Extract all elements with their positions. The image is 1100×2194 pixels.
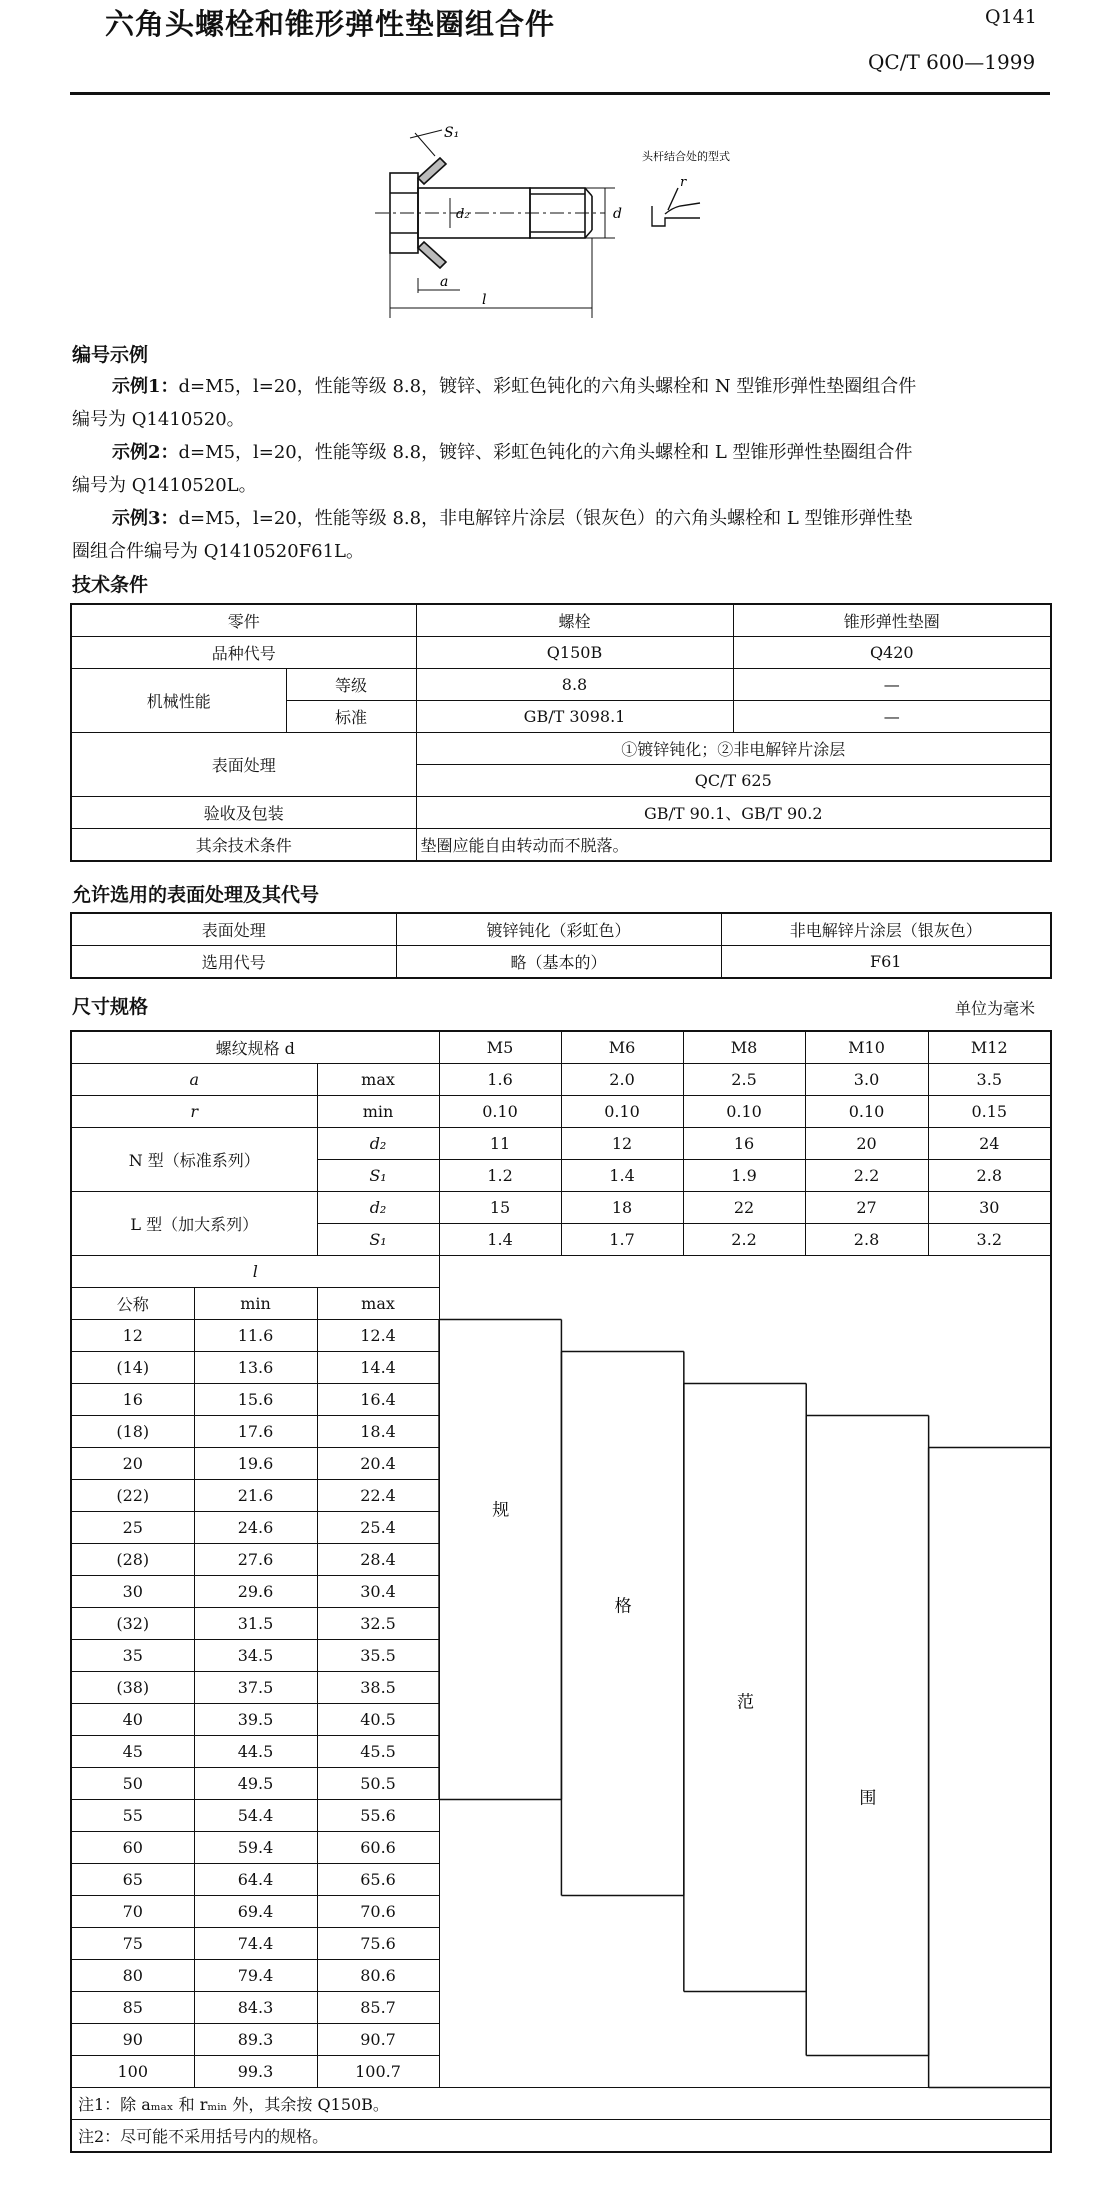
tech-table	[70, 603, 1052, 862]
surface-r0: 选用代号	[71, 946, 396, 979]
a-sub: max	[317, 1064, 439, 1096]
length-nominal: 45	[71, 1736, 194, 1768]
length-row	[71, 1608, 1051, 1640]
l-s1-value: 2.2	[683, 1224, 805, 1256]
l-s1-value: 1.4	[439, 1224, 561, 1256]
length-min: 19.6	[194, 1448, 317, 1480]
length-nominal: 65	[71, 1864, 194, 1896]
length-max: 25.4	[317, 1512, 439, 1544]
size-m5: M5	[439, 1031, 561, 1064]
length-max: 16.4	[317, 1384, 439, 1416]
size-m6: M6	[561, 1031, 683, 1064]
length-min: 84.3	[194, 1992, 317, 2024]
surface-r1: 略（基本的）	[396, 946, 721, 979]
length-max: 22.4	[317, 1480, 439, 1512]
length-max: 30.4	[317, 1576, 439, 1608]
r-value: 0.10	[561, 1096, 683, 1128]
length-max: 12.4	[317, 1320, 439, 1352]
n-s1-value: 1.2	[439, 1160, 561, 1192]
standard-number: QC/T 600—1999	[868, 50, 1036, 74]
length-min: 13.6	[194, 1352, 317, 1384]
tech-std: 标准	[286, 701, 416, 733]
length-max: 28.4	[317, 1544, 439, 1576]
length-row	[71, 1416, 1051, 1448]
length-max: 100.7	[317, 2056, 439, 2088]
length-row	[71, 1928, 1051, 1960]
n-s1-value: 2.8	[928, 1160, 1051, 1192]
length-nominal: (18)	[71, 1416, 194, 1448]
length-nominal: 16	[71, 1384, 194, 1416]
length-row	[71, 1640, 1051, 1672]
max-header: max	[317, 1288, 439, 1320]
length-min: 34.5	[194, 1640, 317, 1672]
length-max: 14.4	[317, 1352, 439, 1384]
length-row	[71, 1960, 1051, 1992]
tech-mech: 机械性能	[71, 669, 286, 733]
l-d2-value: 18	[561, 1192, 683, 1224]
length-nominal: 50	[71, 1768, 194, 1800]
l-d2-value: 27	[805, 1192, 928, 1224]
surface-heading: 允许选用的表面处理及其代号	[72, 884, 320, 906]
label-l: l	[482, 292, 487, 308]
length-max: 20.4	[317, 1448, 439, 1480]
a-label: a	[71, 1064, 317, 1096]
tech-variety: 品种代号	[71, 637, 416, 669]
range-area	[439, 1256, 1051, 1320]
length-nominal: 60	[71, 1832, 194, 1864]
tech-std-washer: —	[733, 701, 1051, 733]
length-min: 74.4	[194, 1928, 317, 1960]
tech-surface-v2: QC/T 625	[416, 765, 1051, 797]
length-row	[71, 1768, 1051, 1800]
surface-r2: F61	[721, 946, 1051, 979]
length-row	[71, 2056, 1051, 2088]
tech-variety-bolt: Q150B	[416, 637, 733, 669]
length-min: 21.6	[194, 1480, 317, 1512]
length-max: 75.6	[317, 1928, 439, 1960]
r-label: r	[71, 1096, 317, 1128]
length-row	[71, 1896, 1051, 1928]
example2-text2: 编号为 Q1410520L。	[72, 475, 257, 496]
tech-grade-bolt: 8.8	[416, 669, 733, 701]
length-row	[71, 1800, 1051, 1832]
length-min: 15.6	[194, 1384, 317, 1416]
length-max: 45.5	[317, 1736, 439, 1768]
surface-h0: 表面处理	[71, 913, 396, 946]
length-nominal: 75	[71, 1928, 194, 1960]
surface-h2: 非电解锌片涂层（银灰色）	[721, 913, 1051, 946]
unit-note: 单位为毫米	[955, 999, 1036, 1018]
tech-accept: 验收及包装	[71, 797, 416, 829]
length-max: 80.6	[317, 1960, 439, 1992]
tech-other: 其余技术条件	[71, 829, 416, 862]
n-d2-value: 20	[805, 1128, 928, 1160]
example1-text2: 编号为 Q1410520。	[72, 409, 245, 430]
tech-surface: 表面处理	[71, 733, 416, 797]
range-char: 格	[614, 1596, 632, 1617]
range-char: 范	[737, 1692, 755, 1713]
a-value: 2.0	[561, 1064, 683, 1096]
dims-table	[70, 1030, 1052, 2153]
length-max: 65.6	[317, 1864, 439, 1896]
length-row	[71, 1384, 1051, 1416]
length-nominal: 35	[71, 1640, 194, 1672]
dims-heading: 尺寸规格	[72, 996, 149, 1018]
length-min: 27.6	[194, 1544, 317, 1576]
l-d2-value: 22	[683, 1192, 805, 1224]
tech-std-bolt: GB/T 3098.1	[416, 701, 733, 733]
length-label: l	[71, 1256, 439, 1288]
length-min: 99.3	[194, 2056, 317, 2088]
length-min: 17.6	[194, 1416, 317, 1448]
length-min: 31.5	[194, 1608, 317, 1640]
l-d2-label: d₂	[317, 1192, 439, 1224]
length-row	[71, 1448, 1051, 1480]
length-max: 70.6	[317, 1896, 439, 1928]
length-max: 32.5	[317, 1608, 439, 1640]
size-m10: M10	[805, 1031, 928, 1064]
length-min: 39.5	[194, 1704, 317, 1736]
bolt-drawing	[360, 118, 780, 328]
size-m8: M8	[683, 1031, 805, 1064]
label-r: r	[680, 175, 687, 190]
note-2: 注2：尽可能不采用括号内的规格。	[71, 2120, 1051, 2153]
length-min: 59.4	[194, 1832, 317, 1864]
examples-block	[72, 370, 1052, 568]
l-s1-value: 1.7	[561, 1224, 683, 1256]
length-row	[71, 1320, 1051, 1352]
length-row	[71, 2024, 1051, 2056]
length-nominal: 80	[71, 1960, 194, 1992]
length-min: 44.5	[194, 1736, 317, 1768]
tech-other-v: 垫圈应能自由转动而不脱落。	[416, 829, 1051, 862]
example3-text2: 圈组合件编号为 Q1410520F61L。	[72, 541, 364, 562]
n-s1-value: 1.4	[561, 1160, 683, 1192]
n-d2-label: d₂	[317, 1128, 439, 1160]
length-nominal: (22)	[71, 1480, 194, 1512]
tech-part: 零件	[71, 604, 416, 637]
header-rule	[70, 92, 1050, 95]
n-type-label: N 型（标准系列）	[71, 1128, 317, 1192]
note-1: 注1：除 aₘₐₓ 和 rₘᵢₙ 外，其余按 Q150B。	[71, 2088, 1051, 2120]
l-d2-value: 30	[928, 1192, 1051, 1224]
n-d2-value: 16	[683, 1128, 805, 1160]
length-nominal: 30	[71, 1576, 194, 1608]
r-value: 0.10	[439, 1096, 561, 1128]
document-code: Q141	[985, 6, 1037, 28]
length-row	[71, 1352, 1051, 1384]
length-nominal: 70	[71, 1896, 194, 1928]
tech-grade: 等级	[286, 669, 416, 701]
surface-table	[70, 912, 1052, 979]
length-row	[71, 1512, 1051, 1544]
thread-label: 螺纹规格 d	[71, 1031, 439, 1064]
r-value: 0.10	[805, 1096, 928, 1128]
length-min: 49.5	[194, 1768, 317, 1800]
length-max: 50.5	[317, 1768, 439, 1800]
length-nominal: 40	[71, 1704, 194, 1736]
length-max: 85.7	[317, 1992, 439, 2024]
length-nominal: 12	[71, 1320, 194, 1352]
label-s1: S₁	[444, 125, 460, 141]
n-d2-value: 24	[928, 1128, 1051, 1160]
length-row	[71, 1992, 1051, 2024]
example1-prefix: 示例1：	[112, 376, 179, 397]
tech-bolt: 螺栓	[416, 604, 733, 637]
l-s1-value: 2.8	[805, 1224, 928, 1256]
label-a: a	[440, 274, 449, 290]
tech-heading: 技术条件	[72, 574, 149, 596]
r-sub: min	[317, 1096, 439, 1128]
n-s1-value: 2.2	[805, 1160, 928, 1192]
length-max: 60.6	[317, 1832, 439, 1864]
length-min: 89.3	[194, 2024, 317, 2056]
length-row	[71, 1672, 1051, 1704]
label-d2: d₂	[456, 207, 470, 222]
length-min: 69.4	[194, 1896, 317, 1928]
a-value: 3.0	[805, 1064, 928, 1096]
a-value: 2.5	[683, 1064, 805, 1096]
length-max: 18.4	[317, 1416, 439, 1448]
length-nominal: 90	[71, 2024, 194, 2056]
l-s1-label: S₁	[317, 1224, 439, 1256]
example2-prefix: 示例2：	[112, 442, 179, 463]
surface-h1: 镀锌钝化（彩虹色）	[396, 913, 721, 946]
n-d2-value: 11	[439, 1128, 561, 1160]
tech-grade-washer: —	[733, 669, 1051, 701]
length-nominal: (32)	[71, 1608, 194, 1640]
n-s1-label: S₁	[317, 1160, 439, 1192]
length-row	[71, 1736, 1051, 1768]
length-nominal: 100	[71, 2056, 194, 2088]
length-min: 29.6	[194, 1576, 317, 1608]
r-value: 0.10	[683, 1096, 805, 1128]
length-min: 79.4	[194, 1960, 317, 1992]
l-d2-value: 15	[439, 1192, 561, 1224]
nominal-header: 公称	[71, 1288, 194, 1320]
length-min: 64.4	[194, 1864, 317, 1896]
length-nominal: 55	[71, 1800, 194, 1832]
length-min: 24.6	[194, 1512, 317, 1544]
n-s1-value: 1.9	[683, 1160, 805, 1192]
length-min: 54.4	[194, 1800, 317, 1832]
tech-variety-washer: Q420	[733, 637, 1051, 669]
length-max: 90.7	[317, 2024, 439, 2056]
detail-caption: 头杆结合处的型式	[642, 150, 730, 163]
length-max: 40.5	[317, 1704, 439, 1736]
n-d2-value: 12	[561, 1128, 683, 1160]
length-nominal: 85	[71, 1992, 194, 2024]
examples-heading: 编号示例	[72, 344, 149, 366]
length-nominal: 20	[71, 1448, 194, 1480]
length-max: 38.5	[317, 1672, 439, 1704]
length-max: 35.5	[317, 1640, 439, 1672]
label-d: d	[613, 206, 622, 222]
range-char: 规	[492, 1500, 510, 1521]
length-nominal: 25	[71, 1512, 194, 1544]
length-row	[71, 1544, 1051, 1576]
length-row	[71, 1480, 1051, 1512]
l-s1-value: 3.2	[928, 1224, 1051, 1256]
length-nominal: (14)	[71, 1352, 194, 1384]
length-row	[71, 1576, 1051, 1608]
example3-prefix: 示例3：	[112, 508, 179, 529]
l-type-label: L 型（加大系列）	[71, 1192, 317, 1256]
example3-text: d=M5，l=20，性能等级 8.8，非电解锌片涂层（银灰色）的六角头螺栓和 L 型锥形弹性垫	[178, 508, 913, 529]
length-min: 37.5	[194, 1672, 317, 1704]
length-min: 11.6	[194, 1320, 317, 1352]
example1-text: d=M5，l=20，性能等级 8.8，镀锌、彩虹色钝化的六角头螺栓和 N 型锥形弹性垫圈组合件	[178, 376, 917, 397]
page-title: 六角头螺栓和锥形弹性垫圈组合件	[105, 7, 556, 41]
length-row	[71, 1864, 1051, 1896]
min-header: min	[194, 1288, 317, 1320]
example2-text: d=M5，l=20，性能等级 8.8，镀锌、彩虹色钝化的六角头螺栓和 L 型锥形弹性垫圈组合件	[178, 442, 913, 463]
length-row	[71, 1704, 1051, 1736]
range-char: 围	[859, 1788, 877, 1809]
a-value: 1.6	[439, 1064, 561, 1096]
size-m12: M12	[928, 1031, 1051, 1064]
length-nominal: (28)	[71, 1544, 194, 1576]
tech-washer: 锥形弹性垫圈	[733, 604, 1051, 637]
length-nominal: (38)	[71, 1672, 194, 1704]
tech-accept-v: GB/T 90.1、GB/T 90.2	[416, 797, 1051, 829]
length-max: 55.6	[317, 1800, 439, 1832]
length-row	[71, 1832, 1051, 1864]
a-value: 3.5	[928, 1064, 1051, 1096]
tech-surface-v1: ①镀锌钝化；②非电解锌片涂层	[416, 733, 1051, 765]
r-value: 0.15	[928, 1096, 1051, 1128]
